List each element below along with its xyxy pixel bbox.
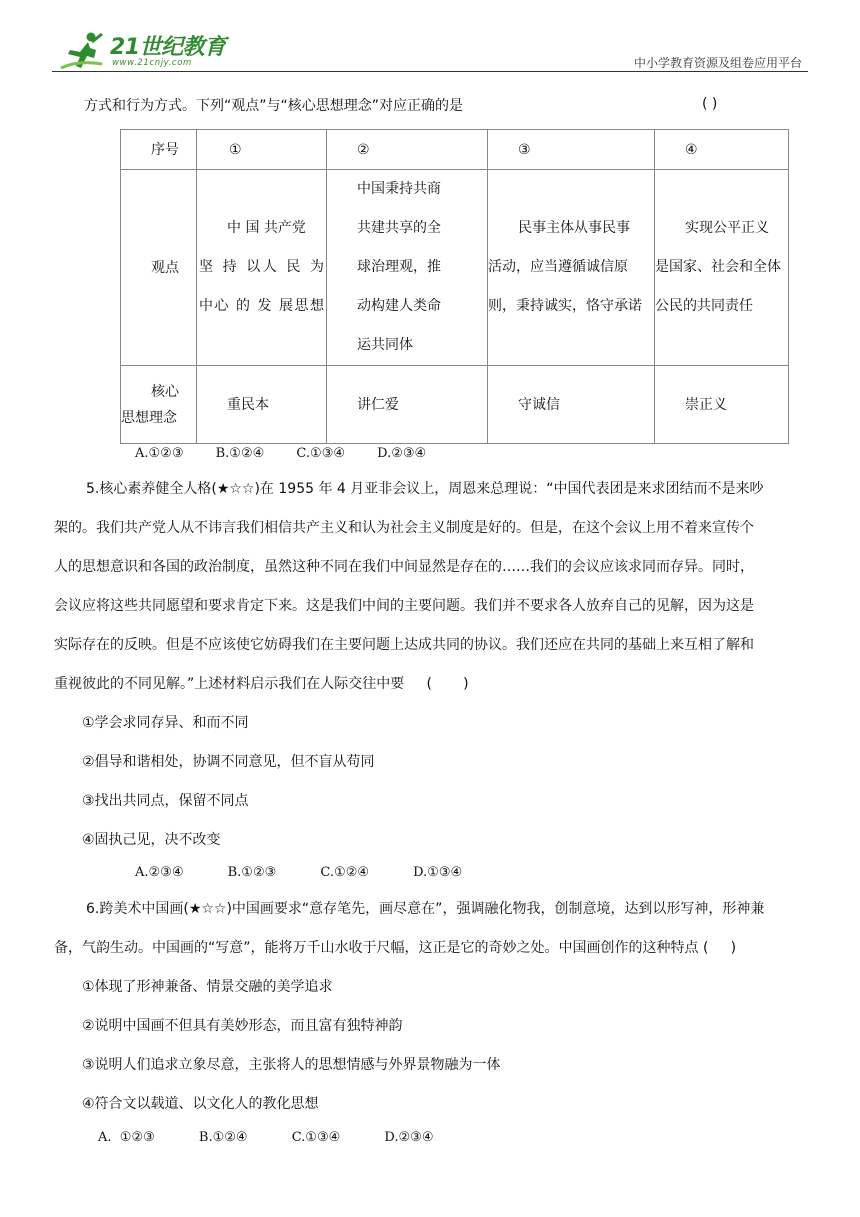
q5-option-c[interactable]: C.①②④: [320, 865, 370, 880]
view-2-line-4: 动构建人类命: [357, 298, 441, 314]
q6-option-d[interactable]: D.②③④: [384, 1130, 434, 1145]
header-cell-2: ②: [327, 130, 488, 170]
header-divider: [52, 71, 808, 72]
core-label-line-2: 思想理念: [121, 409, 177, 426]
q6-stem: [54, 890, 809, 1124]
platform-name: 中小学教育资源及组卷应用平台: [633, 56, 802, 70]
view-4-line-3: 公民的共同责任: [655, 298, 753, 314]
q5-item-3: ③找出共同点，保留不同点: [82, 793, 249, 809]
q4-answer-paren: ( ): [702, 96, 718, 112]
row-label-view: 观点: [121, 170, 197, 366]
logo-text: 21世纪教育: [110, 35, 226, 60]
view-2-line-2: 共建共享的全: [357, 220, 441, 236]
q5-option-d[interactable]: D.①③④: [413, 865, 463, 880]
site-logo: [58, 28, 258, 72]
q5-line-3: 人的思想意识和各国的政治制度，虽然这种不同在我们中间显然是存在的……我们的会议应该求同而存异。同时，: [54, 559, 754, 575]
view-2-line-1: 中国秉持共商: [357, 181, 441, 197]
view-4-line-1: 实现公平正义: [685, 220, 769, 236]
table-header-row: [121, 130, 789, 170]
q4-stem: 方式和行为方式。下列“观点”与“核心思想理念”对应正确的是: [84, 98, 464, 114]
q5-option-a[interactable]: A.②③④: [135, 865, 184, 880]
view-1-line-3: 中心 的 发 展思想: [199, 298, 324, 314]
view-cell-2: [327, 170, 488, 366]
q4-option-c[interactable]: C.①③④: [296, 446, 346, 461]
q4-table: [120, 129, 789, 444]
q6-option-c[interactable]: C.①③④: [291, 1130, 341, 1145]
core-cell-2: 讲仁爱: [327, 366, 488, 444]
core-cell-3: 守诚信: [488, 366, 655, 444]
q6-item-3: ③说明人们追求立象尽意，主张将人的思想情感与外界景物融为一体: [82, 1057, 501, 1073]
header-cell-3: ③: [488, 130, 655, 170]
q5-line-2: 架的。我们共产党人从不讳言我们相信共产主义和认为社会主义制度是好的。但是，在这个会议上用不着来宣传个: [54, 520, 754, 536]
table-core-row: [121, 366, 789, 444]
table-view-row: [121, 170, 789, 366]
q5-item-2: ②倡导和谐相处，协调不同意见，但不盲从苟同: [82, 754, 375, 770]
q5-item-1: ①学会求同存异、和而不同: [82, 715, 249, 731]
view-3-line-3: 则，秉持诚实，恪守承诺: [488, 298, 642, 314]
header-cell-4: ④: [655, 130, 789, 170]
q5-line-1: 5.核心素养健全人格(★☆☆)在 1955 年 4 月亚非会议上，周恩来总理说：“中国代表团是来求团结而不是来吵: [86, 481, 764, 497]
view-cell-4: [655, 170, 789, 366]
q5-line-5: 实际存在的反映。但是不应该使它妨碍我们在主要问题上达成共同的协议。我们还应在共同的基础上来互相了解和: [54, 637, 754, 653]
q5-line-4: 会议应将这些共同愿望和要求肯定下来。这是我们中间的主要问题。我们并不要求各人放弃自己的见解，因为这是: [54, 598, 754, 614]
view-3-line-2: 活动，应当遵循诚信原: [488, 259, 628, 275]
core-cell-1: 重民本: [197, 366, 327, 444]
q5-item-4: ④固执己见，决不改变: [82, 832, 221, 848]
view-2-line-3: 球治理观，推: [357, 259, 441, 275]
view-cell-3: [488, 170, 655, 366]
q6-option-b[interactable]: B.①②④: [198, 1130, 248, 1145]
q6-options: [98, 1130, 461, 1145]
core-cell-4: 崇正义: [655, 366, 789, 444]
q4-option-a[interactable]: A.①②③: [135, 446, 184, 461]
header-cell-index: 序号: [121, 130, 197, 170]
q4-option-d[interactable]: D.②③④: [377, 446, 427, 461]
q6-option-a[interactable]: A. ①②③: [98, 1130, 155, 1145]
q6-item-2: ②说明中国画不但具有美妙形态，而且富有独特神韵: [82, 1018, 403, 1034]
header-cell-1: ①: [197, 130, 327, 170]
view-3-line-1: 民事主体从事民事: [518, 220, 630, 236]
row-label-core: [121, 366, 197, 444]
q5-line-6: 重视彼此的不同见解。”上述材料启示我们在人际交往中要 ( ): [54, 676, 469, 692]
page-header: [52, 28, 808, 72]
q5-stem: [54, 470, 809, 860]
q6-line-2: 备，气韵生动。中国画的“写意”，能将万千山水收于尺幅，这正是它的奇妙之处。中国画创作的这种特点 ( ): [54, 940, 737, 956]
q6-item-4: ④符合文以载道、以文化人的教化思想: [82, 1096, 319, 1112]
logo-url: www.21cnjy.com: [112, 58, 192, 68]
view-cell-1: [197, 170, 327, 366]
q4-option-b[interactable]: B.①②④: [215, 446, 265, 461]
view-2-line-5: 运共同体: [357, 337, 413, 353]
q6-item-1: ①体现了形神兼备、情景交融的美学追求: [82, 979, 333, 995]
q6-line-1: 6.跨美术中国画(★☆☆)中国画要求“意存笔先，画尽意在”，强调融化物我，创制意境，达到以形写神，形神兼: [86, 901, 765, 917]
core-label-line-1: 核心: [151, 383, 179, 400]
q4-options: [135, 446, 454, 461]
view-4-line-2: 是国家、社会和全体: [655, 259, 781, 275]
view-1-line-2: 坚 持 以人 民 为: [199, 259, 324, 275]
view-1-line-1: 中 国 共产党: [227, 220, 306, 236]
q5-option-b[interactable]: B.①②③: [227, 865, 277, 880]
runner-logo-icon: [58, 30, 106, 70]
q5-options: [135, 865, 490, 880]
